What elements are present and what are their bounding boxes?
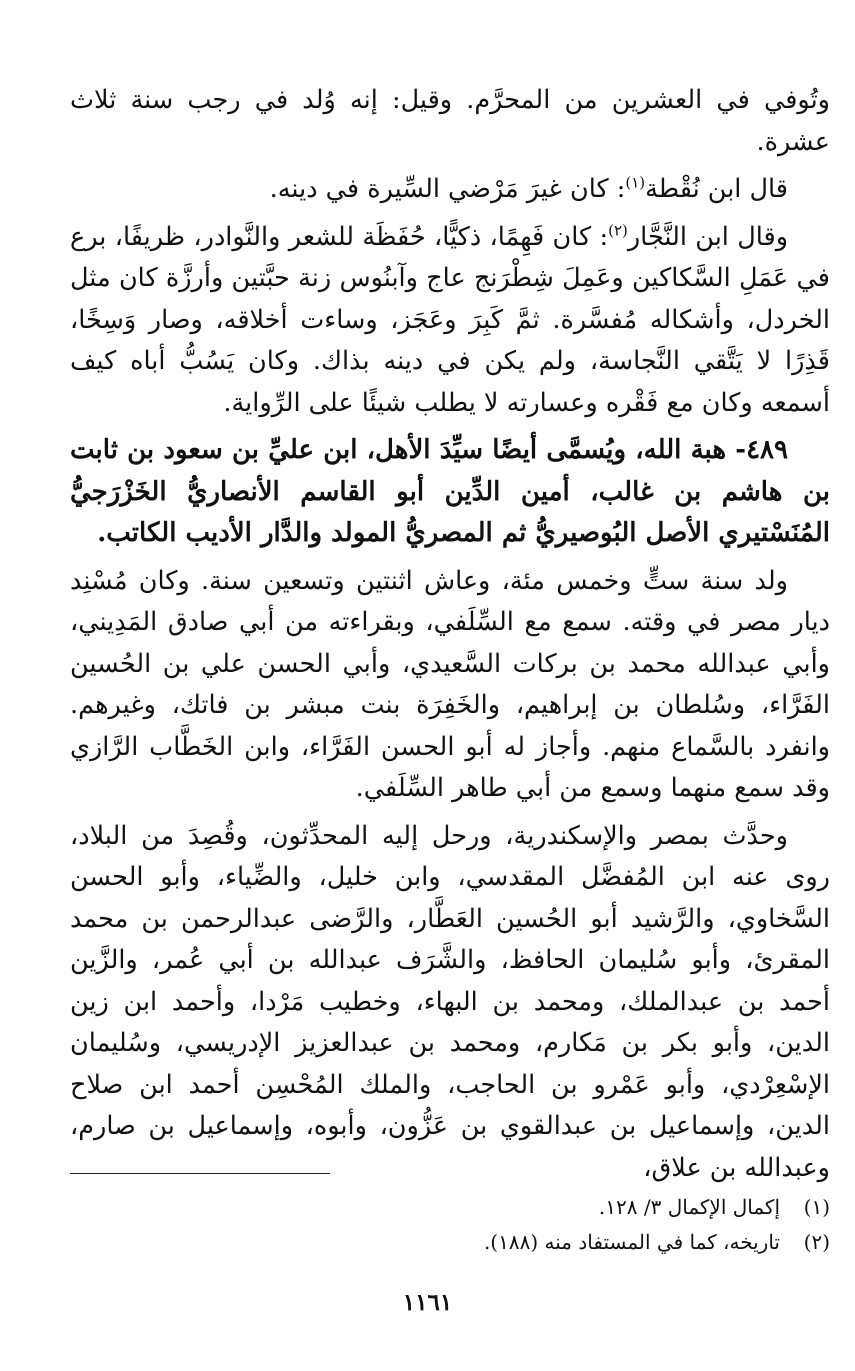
paragraph-death-date: وتُوفي في العشرين من المحرَّم. وقيل: إنه وُلد في رجب سنة ثلاث عشرة. — [70, 85, 830, 157]
footnote-number: (٢) — [803, 1230, 830, 1254]
biography-entry-heading: ٤٨٩- هبة الله، ويُسمَّى أيضًا سيِّدَ الأهل، ابن عليِّ بن سعود بن ثابت بن هاشم بن غالب، أمين الدِّين أبو القاسم الأنصاريُّ الخَزْرَجيُّ المُنَسْتيري الأصل البُوصيريُّ ثم المصريُّ المولد والدَّار الأديب الكاتب. — [70, 435, 830, 548]
footnote-text: تاريخه، كما في المستفاد منه (١٨٨). — [483, 1230, 780, 1254]
footnotes — [70, 1190, 830, 1260]
footnote-separator — [70, 1173, 330, 1174]
paragraph-ibn-najjar — [70, 217, 830, 425]
footnote-number: (١) — [803, 1195, 830, 1219]
footnote-ref-2: (٢) — [608, 221, 628, 239]
footnote-ref-1: (١) — [625, 173, 646, 192]
quote-text: : كان غيرَ مَرْضي السِّيرة في دينه. — [269, 174, 626, 204]
paragraph-birth-teachers: ولد سنة ستٍّ وخمس مئة، وعاش اثنتين وتسعين سنة. وكان مُسْنِد ديار مصر في وقته. سمع مع السِّلَفي، وبقراءته من أبي صادق المَدِيني، وأبي عبدالله محمد بن بركات السَّعيدي، وأبي الحسن علي بن الحُسين الفَرَّاء، وسُلطان بن إبراهيم، والخَفِرَة بنت مبشر بن فاتك، وغيرهم. وانفرد بالسَّماع منهم. وأجاز له أبو الحسن الفَرَّاء، وابن الخَطَّاب الرَّازي وقد سمع منهما وسمع من أبي طاهر السِّلَفي. — [70, 565, 830, 803]
footnote-text: إكمال الإكمال ٣/ ١٢٨. — [598, 1195, 780, 1219]
paragraph-students: وحدَّث بمصر والإسكندرية، ورحل إليه المحدِّثون، وقُصِدَ من البلاد، روى عنه ابن المُفضَّل المقدسي، وابن خليل، والضِّياء، وأبو الحسن السَّخاوي، والرَّشيد أبو الحُسين العَطَّار، والرَّضى عبدالرحمن بن محمد المقرئ، وأبو سُليمان الحافظ، والشَّرَف عبدالله بن أبي عُمر، والزَّين أحمد بن عبدالملك، ومحمد بن البهاء، وخطيب مَرْدا، وأحمد ابن زين الدين، وأبو بكر بن مَكارم، ومحمد بن عبدالعزيز الإدريسي، وسُليمان الإسْعِرْدي، وأبو عَمْرو بن الحاجب، والملك المُحْسِن أحمد ابن صلاح الدين، وإسماعيل بن عبدالقوي بن عَزُّون، وأبوه، وإسماعيل بن صارم، وعبدالله بن علاق، — [70, 820, 830, 1183]
footnote-2 — [70, 1225, 830, 1260]
footnote-1 — [70, 1190, 830, 1225]
quote-intro: وقال ابن النَّجَّار — [627, 221, 789, 252]
quote-text: : كان فَهِمًا، ذكيًّا، حُفَظَة للشعر والنَّوادر، ظريفًا، برع في عَمَلِ السَّكاكين وعَمِلَ شِطْرَنج عاج وآبنُوس زنة حبَّتين وأرزَّة كان مثل الخردل، وأشكاله مُفسَّرة. ثمَّ كَبِرَ وعَجَز، وساءت أخلاقه، وصار وَسِخًا، قَذِرًا لا يَتَّقي النَّجاسة، ولم يكن في دينه بذاك. وكان يَسُبُّ أباه كيف أسمعه وكان مع فَقْره وعسارته لا يطلب شيئًا على الرِّواية. — [70, 221, 830, 418]
main-text — [70, 80, 830, 1195]
quote-intro: قال ابن نُقْطة — [645, 174, 788, 204]
paragraph-ibn-nuqta — [70, 169, 830, 211]
page-number: ١١٦١ — [402, 1289, 453, 1316]
